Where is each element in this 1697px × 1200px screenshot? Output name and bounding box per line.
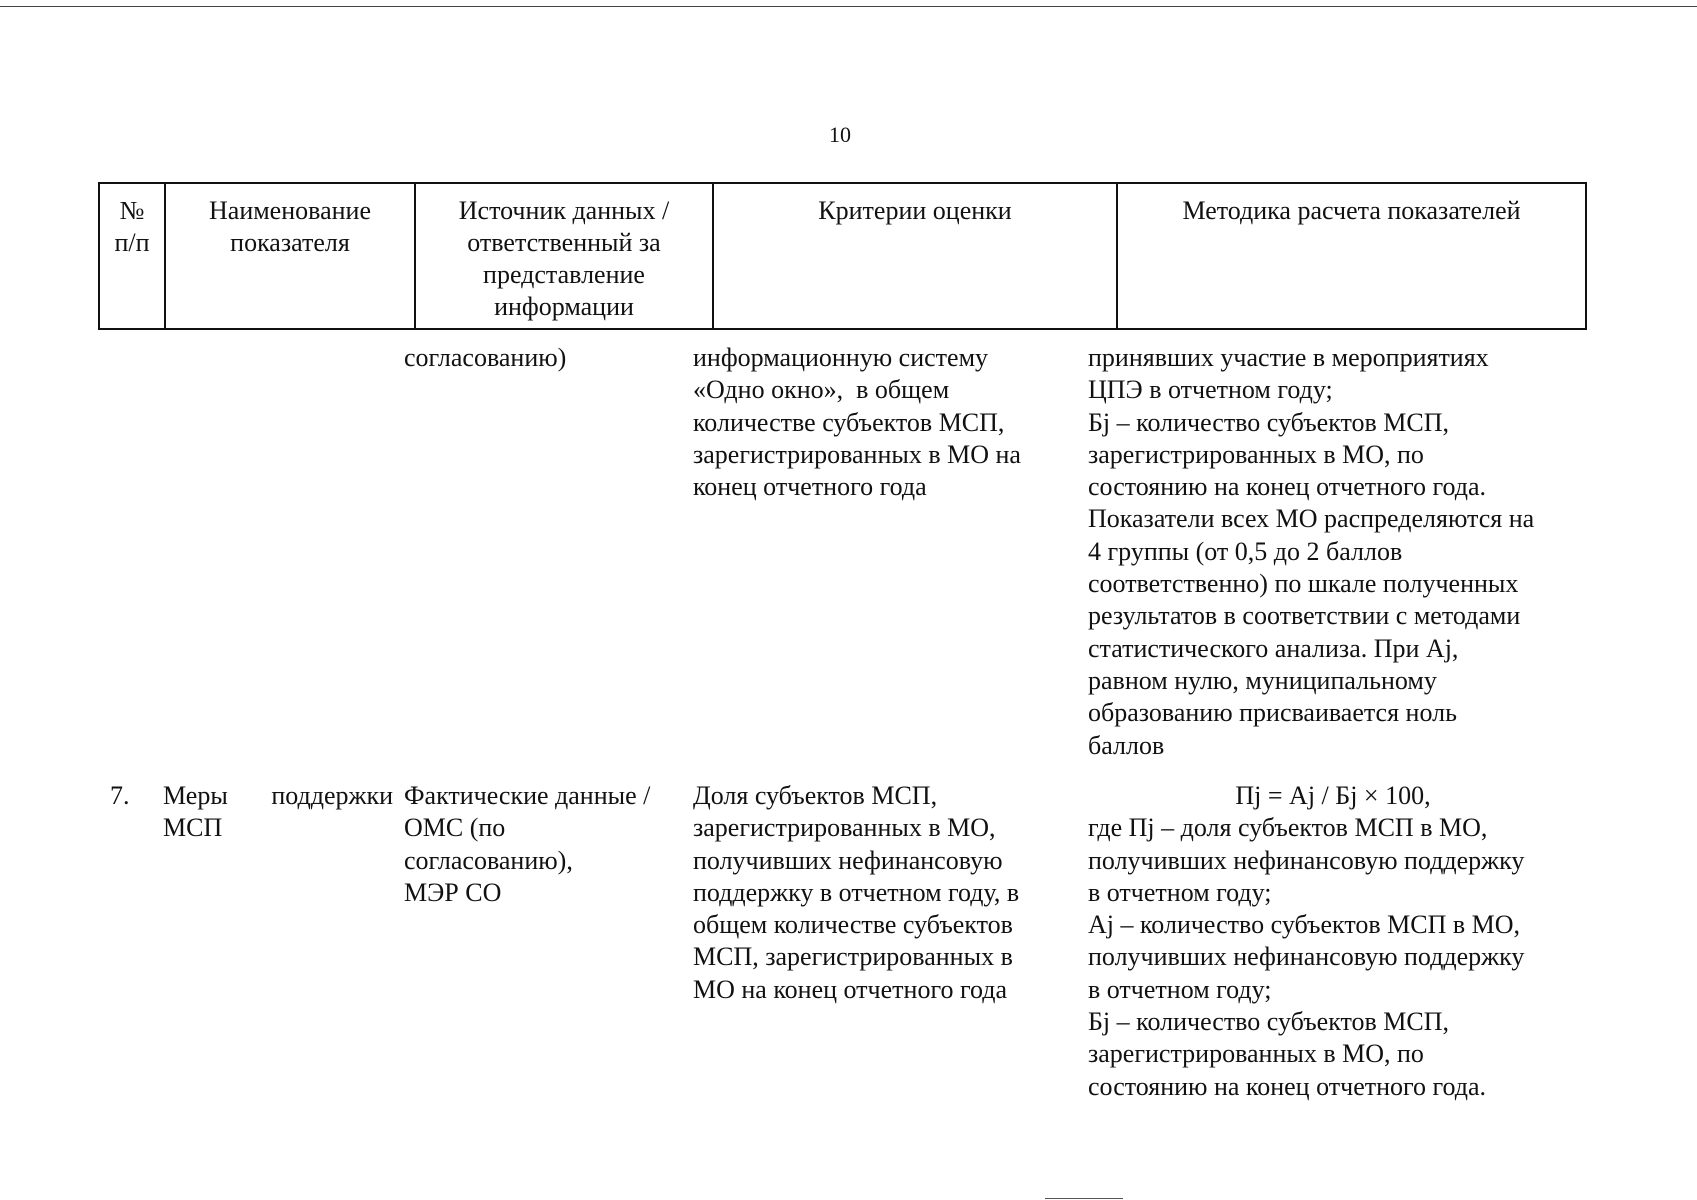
row-cont-criteria — [693, 342, 1078, 503]
header-name-line: показателя — [230, 228, 350, 257]
row7-number: 7. — [110, 781, 130, 810]
text-word: Меры — [163, 781, 228, 810]
header-data-source — [415, 183, 713, 329]
header-number — [99, 183, 165, 329]
text-line: МО на конец отчетного года — [693, 974, 1007, 1004]
text-line: согласованию) — [404, 343, 567, 372]
top-border-line — [0, 6, 1697, 7]
text-line: где Пj – доля субъектов МСП в МО, — [1088, 813, 1488, 843]
header-method-line: Методика расчета показателей — [1182, 196, 1521, 225]
header-number-line: № — [119, 196, 145, 225]
text-line: получивших нефинансовую поддержку — [1088, 942, 1525, 972]
text-line: Бj – количество субъектов МСП, — [1088, 407, 1450, 437]
text-line: статистического анализа. При Аj, — [1088, 633, 1459, 663]
row7-criteria — [693, 780, 1078, 1006]
text-line: зарегистрированных в МО, — [693, 813, 996, 843]
row7-source — [404, 780, 684, 909]
text-line: Бj – количество субъектов МСП, — [1088, 1007, 1450, 1037]
text-line: Фактические данные / — [404, 781, 651, 810]
page-number: 10 — [829, 122, 851, 147]
bottom-line-mark — [1045, 1198, 1123, 1199]
text-line: получивших нефинансовую — [693, 845, 1003, 875]
header-source-line: ответственный за — [467, 228, 661, 257]
text-line: информационную систему — [693, 343, 989, 372]
text-line: состоянию на конец отчетного года. — [1088, 1071, 1487, 1101]
row7-name-line — [163, 780, 393, 812]
text-line: соответственно) по шкале полученных — [1088, 569, 1519, 599]
text-line: количестве субъектов МСП, — [693, 407, 1005, 437]
text-line: зарегистрированных в МО, по — [1088, 1039, 1424, 1069]
text-word: поддержки — [271, 781, 393, 810]
text-line: в отчетном году; — [1088, 877, 1272, 907]
text-line: состоянию на конец отчетного года. — [1088, 472, 1487, 502]
header-source-line: Источник данных / — [458, 196, 670, 225]
text-line: Показатели всех МО распределяются на — [1088, 504, 1535, 534]
row-cont-method — [1088, 342, 1588, 762]
text-line: «Одно окно», в общем — [693, 375, 950, 405]
header-number-line: п/п — [114, 228, 150, 257]
text-line: ОМС (по — [404, 813, 506, 843]
row-cont-source — [404, 342, 684, 374]
formula: Пj = Аj / Бj × 100, — [1235, 781, 1431, 810]
text-line: в отчетном году; — [1088, 974, 1272, 1004]
row7-method — [1088, 780, 1588, 1103]
text-line: получивших нефинансовую поддержку — [1088, 845, 1525, 875]
text-line: зарегистрированных в МО на — [693, 439, 1021, 469]
text-line: МЭР СО — [404, 877, 502, 907]
text-line: МСП — [163, 813, 223, 843]
text-line: общем количестве субъектов — [693, 910, 1013, 940]
text-line: МСП, зарегистрированных в — [693, 942, 1013, 972]
text-line: согласованию), — [404, 845, 573, 875]
text-line: зарегистрированных в МО, по — [1088, 439, 1424, 469]
text-line: равном нулю, муниципальному — [1088, 665, 1437, 695]
text-line: конец отчетного года — [693, 472, 927, 502]
text-line: 4 группы (от 0,5 до 2 баллов — [1088, 536, 1403, 566]
header-indicator-name — [165, 183, 415, 329]
header-criteria — [713, 183, 1117, 329]
header-source-line: представление — [483, 260, 645, 289]
header-source-line: информации — [494, 292, 634, 321]
text-line: Аj – количество субъектов МСП в МО, — [1088, 910, 1521, 940]
text-line: принявших участие в мероприятиях — [1088, 343, 1489, 372]
text-line: образованию присваивается ноль — [1088, 698, 1457, 728]
table-header — [98, 182, 1587, 330]
header-method — [1117, 183, 1586, 329]
row7-indicator-name — [163, 780, 393, 845]
text-line: результатов в соответствии с методами — [1088, 601, 1521, 631]
header-name-line: Наименование — [209, 196, 371, 225]
text-line: поддержку в отчетном году, в — [693, 877, 1020, 907]
header-criteria-line: Критерии оценки — [818, 196, 1012, 225]
text-line: баллов — [1088, 730, 1165, 760]
text-line: ЦПЭ в отчетном году; — [1088, 375, 1333, 405]
text-line: Доля субъектов МСП, — [693, 781, 938, 810]
